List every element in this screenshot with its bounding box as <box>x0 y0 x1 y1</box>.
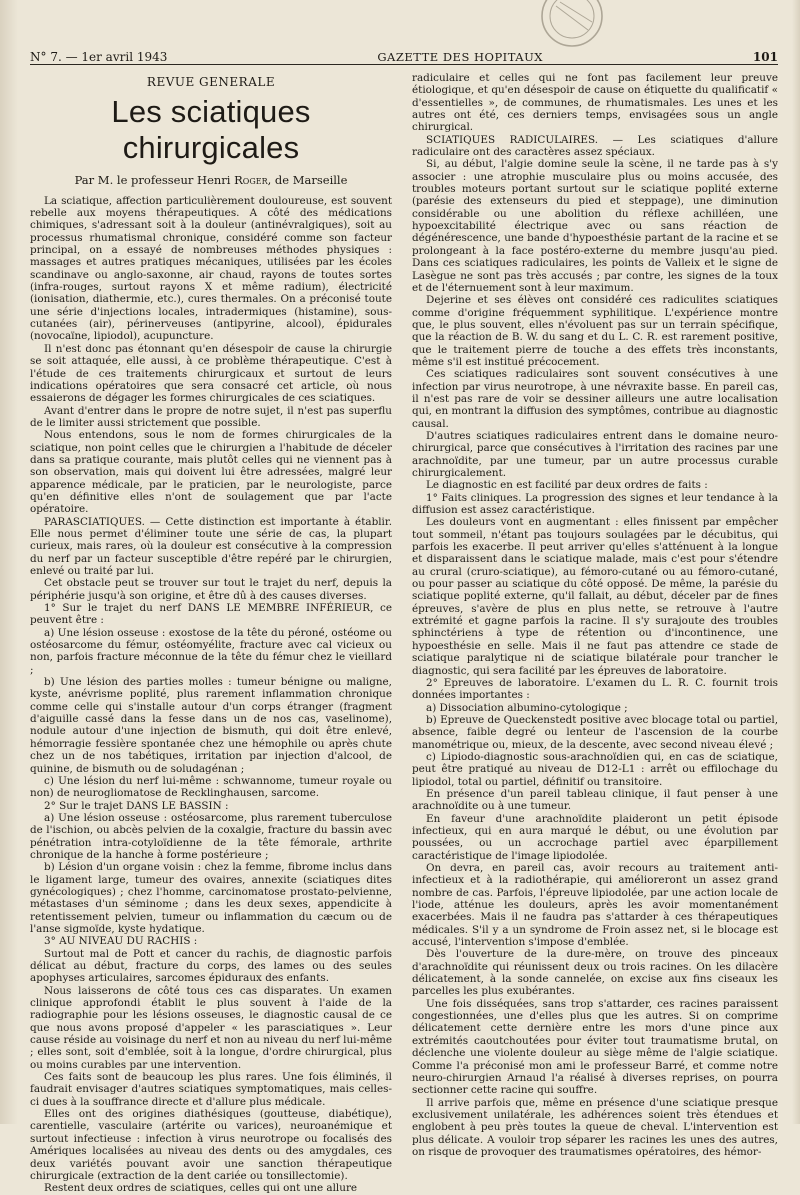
paragraph: SCIATIQUES RADICULAIRES. — Les sciatiques d'allure radiculaire ont des caractères assez spéciaux. <box>412 133 778 159</box>
paragraph: PARASCIATIQUES. — Cette distinction est importante à établir. Elle nous permet d'éliminer toute une série de cas, la plupart curieux, mais rares, où la douleur est consécutive à la compression du nerf par un facteur susceptible d'être repéré par le chirurgien, enlevé ou traité par lui. <box>30 515 392 577</box>
article-byline <box>30 174 392 186</box>
issue-date: N° 7. — 1er avril 1943 <box>30 50 168 64</box>
paragraph: Nous laisserons de côté tous ces cas disparates. Un examen clinique approfondi établit le plus souvent à l'aide de la radiographie pour les lésions osseuses, le diagnostic causal de ce que nous avons proposé d'appeler « les parasciatiques ». Leur cause réside au voisinage du nerf et non au niveau du nerf lui-même ; elles sont, soit d'emblée, soit à la longue, d'ordre chirurgical, plus ou moins curables par une intervention. <box>30 984 392 1071</box>
page-fold-shadow-right <box>792 0 800 1124</box>
section-rubric: REVUE GENERALE <box>146 75 276 89</box>
byline-suffix: , de Marseille <box>267 173 348 188</box>
paragraph: 1° Sur le trajet du nerf DANS LE MEMBRE INFÉRIEUR, ce peuvent être : <box>30 602 392 627</box>
paragraph: Dejerine et ses élèves ont considéré ces radiculites sciatiques comme d'origine fréquemment syphilitique. L'expérience montre que, le plus souvent, elles n'évoluent pas sur un terrain spécifique, que la réaction de B. W. du sang et du L. C. R. est rarement positive, que le traitement pierre de touche a des effets très inconstants, même s'il est institué précocement. <box>412 294 778 368</box>
author-name: Roger <box>234 173 268 188</box>
paragraph: b) Epreuve de Queckenstedt positive avec blocage total ou partiel, absence, faible degré ou lenteur de l'ascension de la courbe manométrique ou, mieux, de la descente, avec second niveau élevé ; <box>412 713 778 751</box>
paragraph: Si, au début, l'algie domine seule la scène, il ne tarde pas à s'y associer : une atrophie musculaire plus ou moins accusée, des troubles moteurs portant surtout sur le sciatique poplité externe (parésie des extenseurs du pied et steppage), une diminution considérable ou une abolition du réflexe achilléen, une hypoexcitabilité électrique avec ou sans réaction de dégénérescence, une bande d'hypoesthésie partant de la racine et se prolongeant à la face postéro-externe du membre jusqu'au pied. Dans ces sciatiques radiculaires, les points de Valleix et le signe de Lasègue ne sont pas très accusés ; par contre, les signes de la toux et de l'éternuement sont à leur maximum. <box>412 158 778 294</box>
left-column <box>30 72 392 1195</box>
page-header <box>30 44 778 64</box>
paragraph: b) Lésion d'un organe voisin : chez la femme, fibrome inclus dans le ligament large, tumeur des ovaires, annexite (sciatiques dites gynécologiques) ; chez l'homme, carcinomatose prostato-pelvienne, métastases d'un séminome ; dans les deux sexes, appendicite à retentissement pelvien, tumeur ou inflammation du cæcum ou de l'anse sigmoïde, kyste hydatique. <box>30 861 392 935</box>
paragraph: Une fois disséquées, sans trop s'attarder, ces racines paraissent congestionnées, une d'elles plus que les autres. Si on comprime délicatement cette dernière entre les mors d'une pince aux extrémités caoutchoutées pour éviter tout traumatisme brutal, on déclenche une violente douleur au siège même de l'algie sciatique. Comme l'a préconisé mon ami le professeur Barré, et comme notre neuro-chirurgien Arnaud l'a réalisé à diverses reprises, on pourra sectionner cette racine qui souffre. <box>412 997 778 1097</box>
paragraph: Les douleurs vont en augmentant : elles finissent par empêcher tout sommeil, n'étant pas toujours soulagées par le décubitus, qui parfois les exacerbe. Il peut arriver qu'elles s'atténuent à la longue et disparaissent dans le sciatique malade, mais c'est pour s'étendre au crural (cruro-sciatique), au fémoro-cutané ou au fémoro-cutané, ou pour passer au sciatique du côté opposé. De même, la parésie du sciatique poplité externe, qu'il fallait, au début, déceler par de fines épreuves, s'avère de plus en plus nette, se retrouve à l'autre extrémité et gagne parfois la racine. Il s'y surajoute des troubles sphinctériens à type de rétention ou d'incontinence, une hypoesthésie en selle. Mais il ne faut pas attendre ce stade de sciatique paralytique ni de sciatique bilatérale pour trancher le diagnostic, qui sera facilité par les épreuves de laboratoire. <box>412 516 778 677</box>
paragraph: radiculaire et celles qui ne font pas facilement leur preuve étiologique, et qu'en désespoir de cause on étiquette du qualificatif « d'essentielles », de communes, de rhumatismales. Les unes et les autres ont été, ces derniers temps, envisagées sous un angle chirurgical. <box>412 72 778 134</box>
paragraph: Ces sciatiques radiculaires sont souvent consécutives à une infection par virus neurotrope, à une névraxite basse. En pareil cas, il n'est pas rare de voir se dessiner ailleurs une autre localisation qui, en montrant la diffusion des symptômes, contribue au diagnostic causal. <box>412 368 778 430</box>
page-number: 101 <box>752 50 778 64</box>
library-stamp-icon <box>520 0 610 48</box>
paragraph: Il n'est donc pas étonnant qu'en désespoir de cause la chirurgie se soit attaquée, elle aussi, à ce problème thérapeutique. C'est à l'étude de ces traitements chirurgicaux et surtout de leurs indications opératoires que sera consacré cet article, où nous essaierons de dégager les formes chirurgicales de ces sciatiques. <box>30 342 392 405</box>
paragraph: En présence d'un pareil tableau clinique, il faut penser à une arachnoïdite ou à une tumeur. <box>412 787 778 813</box>
right-column <box>412 72 778 1158</box>
paragraph: 1° Faits cliniques. La progression des signes et leur tendance à la diffusion est assez caractéristique. <box>412 491 778 517</box>
paragraph: a) Une lésion osseuse : ostéosarcome, plus rarement tuberculose de l'ischion, ou abcès pelvien de la coxalgie, fracture du bassin avec pénétration intra-cotyloïdienne de la tête fémorale, arthrite chronique de la hanche à forme postérieure ; <box>30 811 392 861</box>
paragraph: Dès l'ouverture de la dure-mère, on trouve des pinceaux d'arachnoïdite qui réunissent deux ou trois racines. On les dilacère délicatement, à la sonde cannelée, on excise aux fins ciseaux les parcelles les plus exubérantes. <box>412 948 778 998</box>
paragraph: Ces faits sont de beaucoup les plus rares. Une fois éliminés, il faudrait envisager d'autres sciatiques symptomatiques, mais celles-ci dues à la souffrance directe et d'allure plus médicale. <box>30 1071 392 1108</box>
paragraph: b) Une lésion des parties molles : tumeur bénigne ou maligne, kyste, anévrisme poplité, plus rarement inflammation chronique comme celle qui s'installe autour d'un corps étranger (fragment d'aiguille cassé dans la fesse dans un de nos cas, vaselinome), nodule autour d'une injection de bismuth, qui doit être enlevé, hémorragie fessière spontanée chez une hémophile ou après chute chez un de nos tabétiques, irritation par injection d'alcool, de quinine, de bismuth ou de soludagénan ; <box>30 676 392 775</box>
paragraph: En faveur d'une arachnoïdite plaideront un petit épisode infectieux, qui en aura marqué le début, ou une évolution par poussées, ou un accrochage partiel avec éparpillement caractéristique de l'image lipiodolée. <box>412 812 778 862</box>
paragraph: Avant d'entrer dans le propre de notre sujet, il n'est pas superflu de le limiter aussi strictement que possible. <box>30 404 392 429</box>
article-title: Les sciatiques chirurgicales <box>111 94 311 166</box>
paragraph: Nous entendons, sous le nom de formes chirurgicales de la sciatique, non point celles que le chirurgien a l'habitude de déceler dans sa pratique courante, mais plutôt celles qui ne viennent pas à son observation, mais qui doivent lui être adressées, malgré leur apparence médicale, par le praticien, par le neurologiste, parce qu'en définitive elles n'ont de soulagement que par l'acte opératoire. <box>30 429 392 516</box>
paragraph: La sciatique, affection particulièrement douloureuse, est souvent rebelle aux moyens thérapeutiques. A côté des médications chimiques, s'adressant soit à la douleur (antinévralgiques), soit au processus rhumatismal chronique, considéré comme son facteur principal, on a essayé de nombreuses méthodes physiques : massages et autres pratiques mécaniques, utilisées par les écoles scandinave ou anglo-saxonne, air chaud, rayons de toutes sortes (infra-rouges, surtout rayons X et même radium), électricité (ionisation, diathermie, etc.), cures thermales. On a préconisé toute une série d'injections locales, intradermiques (histamine), sous-cutanées (air), périnerveuses (antipyrine, alcool), épidurales (novocaïne, lipiodol), acupuncture. <box>30 194 392 343</box>
paragraph: D'autres sciatiques radiculaires entrent dans le domaine neuro-chirurgical, parce que consécutives à l'irritation des racines par une arachnoïdite, par une tumeur, par un autre processus curable chirurgicalement. <box>412 429 778 479</box>
paragraph: 3° AU NIVEAU DU RACHIS : <box>44 935 198 948</box>
paragraph: Elles ont des origines diathésiques (goutteuse, diabétique), carentielle, vasculaire (artérite ou varices), neuroanémique et surtout infectieuse : infection à virus neurotrope ou focalisés des Amériques localisées au niveau des dents ou des amygdales, ces deux variétés pouvant avoir une sanction thérapeutique chirurgicale (extraction de la dent cariée ou tonsillectomie). <box>30 1108 392 1182</box>
paragraph: c) Lipiodo-diagnostic sous-arachnoïdien qui, en cas de sciatique, peut être pratiqué au niveau de D12-L1 : arrêt ou effilochage du lipiodol, total ou partiel, définitif ou transitoire. <box>412 750 778 788</box>
byline-prefix: Par M. le professeur Henri <box>74 173 231 188</box>
paragraph: Restent deux ordres de sciatiques, celles qui ont une allure <box>44 1182 358 1195</box>
paragraph: c) Une lésion du nerf lui-même : schwannome, tumeur royale ou non) de neurogliomatose de Recklinghausen, sarcome. <box>30 774 392 800</box>
header-rule <box>30 64 778 65</box>
publication-name: GAZETTE DES HOPITAUX <box>377 50 543 64</box>
paragraph: Cet obstacle peut se trouver sur tout le trajet du nerf, depuis la périphérie jusqu'à son origine, et être dû à des causes diverses. <box>30 577 392 602</box>
paragraph: Le diagnostic en est facilité par deux ordres de faits : <box>426 479 708 492</box>
paragraph: Il arrive parfois que, même en présence d'une sciatique presque exclusivement unilatérale, les adhérences soient très étendues et englobent à peu près toutes la queue de cheval. L'intervention est plus délicate. A vouloir trop séparer les racines les unes des autres, on risque de provoquer des traumatismes opératoires, des hémor- <box>412 1096 778 1158</box>
paragraph: On devra, en pareil cas, avoir recours au traitement anti-infectieux et à la radiothérapie, qui amélioreront un assez grand nombre de cas. Parfois, l'épreuve lipiodolée, par une action locale de l'iode, atténue les douleurs, après les avoir momentanément exacerbées. Mais il ne faudra pas s'attarder à ces thérapeutiques médicales. S'il y a un syndrome de Froin assez net, si le blocage est accusé, l'intervention s'impose d'emblée. <box>412 862 778 949</box>
paragraph: Surtout mal de Pott et cancer du rachis, de diagnostic parfois délicat au début, fracture du corps, des lames ou des seules apophyses articulaires, sarcomes épiduraux des enfants. <box>30 947 392 985</box>
paragraph: 2° Epreuves de laboratoire. L'examen du L. R. C. fournit trois données importantes : <box>412 676 778 702</box>
paragraph: 2° Sur le trajet DANS LE BASSIN : <box>44 799 229 812</box>
page-fold-shadow-left <box>0 0 18 1124</box>
paragraph: a) Dissociation albumino-cytologique ; <box>426 701 628 714</box>
paragraph: a) Une lésion osseuse : exostose de la tête du péroné, ostéome ou ostéosarcome du fémur, ostéomyélite, fracture avec cal vicieux ou non, parfois fracture méconnue de la tête du fémur chez le vieillard ; <box>30 626 392 676</box>
